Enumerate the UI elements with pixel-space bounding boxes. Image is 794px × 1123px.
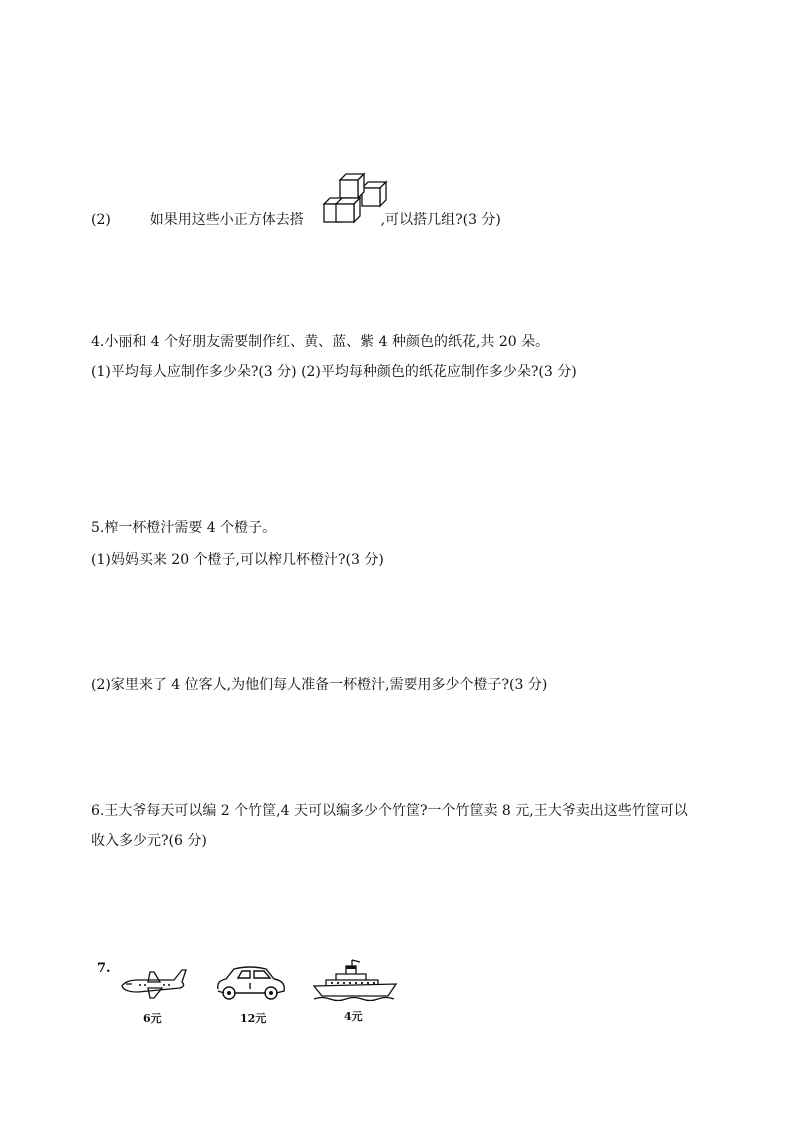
q6-text: 6.王大爷每天可以编 2 个竹筐,4 天可以编多少个竹筐?一个竹筐卖 8 元,王大爷卖出这些竹筐可以收入多少元?(6 分) (91, 803, 688, 849)
q5-sub2: (2)家里来了 4 位客人,为他们每人准备一杯橙汁,需要用多少个橙子?(3 分) (91, 677, 548, 693)
q3-sub2-number: (2) (91, 212, 111, 228)
ship-icon (312, 958, 400, 1002)
ship-price: 4元 (344, 1010, 363, 1023)
q3-sub2-text-before: 如果用这些小正方体去搭 (149, 212, 304, 228)
q5-sub1: (1)妈妈买来 20 个橙子,可以榨几杯橙汁?(3 分) (91, 552, 384, 568)
q4-stem: 4.小丽和 4 个好朋友需要制作红、黄、蓝、紫 4 种颜色的纸花,共 20 朵。 (91, 334, 550, 350)
q3-sub2-text-after: ,可以搭几组?(3 分) (380, 212, 501, 228)
car-icon (214, 963, 288, 1003)
airplane-price: 6元 (143, 1012, 162, 1025)
q3-sub2-line (91, 210, 501, 230)
airplane-icon (118, 966, 190, 1002)
car-price: 12元 (240, 1012, 267, 1025)
q4-sub: (1)平均每人应制作多少朵?(3 分) (2)平均每种颜色的纸花应制作多少朵?(3 分) (91, 364, 577, 380)
q7-number: 7. (97, 961, 111, 976)
cube-stack-icon (322, 170, 388, 228)
q5-stem: 5.榨一杯橙汁需要 4 个橙子。 (91, 520, 277, 536)
